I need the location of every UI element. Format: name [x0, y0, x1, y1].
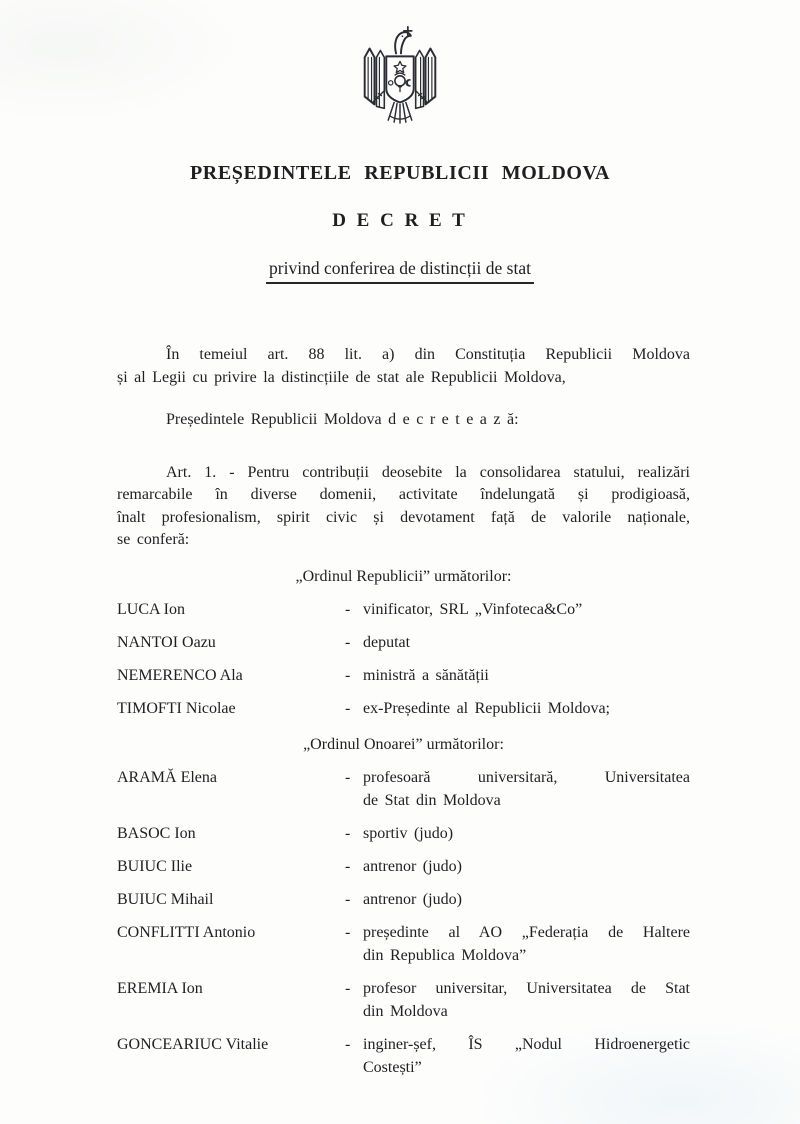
recipient-name: NANTOI Oazu [117, 633, 216, 651]
dash-separator: - [345, 699, 351, 717]
award-row [117, 921, 690, 967]
text-line: din Republica Moldova” [363, 946, 527, 964]
dash-separator: - [345, 857, 351, 875]
recipient-description [363, 921, 690, 967]
text-line: de Stat din Moldova [363, 791, 501, 809]
recipient-name: LUCA Ion [117, 600, 185, 618]
doc-subject-underlined-text: privind conferirea de distincții de stat [266, 258, 534, 284]
recipient-description [363, 977, 690, 1023]
recipient-description [363, 1033, 690, 1079]
institution-title: PREȘEDINTELE REPUBLICII MOLDOVA [189, 162, 611, 184]
text-line: Președintele Republicii Moldova d e c r e t e a z ă: [166, 411, 519, 428]
dash-separator: - [345, 768, 351, 786]
recipient-description [363, 822, 690, 845]
article-1-paragraph [117, 462, 690, 552]
document-body [0, 344, 800, 1079]
award-row [117, 977, 690, 1023]
text-line: antrenor (judo) [363, 890, 462, 908]
award-row [117, 1033, 690, 1079]
award-group-heading: „Ordinul Onoarei” următorilor: [303, 735, 504, 753]
award-row [117, 631, 690, 654]
award-row [117, 855, 690, 878]
text-line: În temeiul art. 88 lit. a) din Constituția Republicii Moldova [166, 346, 690, 363]
recipient-description [363, 855, 690, 878]
award-row [117, 598, 690, 621]
recipient-description [363, 697, 690, 720]
recipient-name: BUIUC Ilie [117, 857, 193, 875]
text-line: profesor universitar, Universitatea de Stat [363, 979, 690, 997]
text-line: ministră a sănătății [363, 666, 489, 684]
recipient-name: EREMIA Ion [117, 979, 203, 997]
text-line: președinte al AO „Federația de Haltere [363, 923, 690, 941]
dash-separator: - [345, 666, 351, 684]
text-line: sportiv (judo) [363, 824, 454, 842]
recipient-name: BASOC Ion [117, 824, 196, 842]
recipient-description [363, 598, 690, 621]
dash-separator: - [345, 979, 351, 997]
recipient-description [363, 766, 690, 812]
recipient-name: CONFLITTI Antonio [117, 923, 256, 941]
dash-separator: - [345, 633, 351, 651]
text-line: vinificator, SRL „Vinfoteca&Co” [363, 600, 583, 618]
recipient-name: NEMERENCO Ala [117, 666, 243, 684]
text-line: și al Legii cu privire la distincțiile de stat ale Republicii Moldova, [117, 368, 566, 386]
text-line: înalt profesionalism, spirit civic și devotament față de valorile naționale, [117, 508, 690, 526]
dash-separator: - [345, 824, 351, 842]
recipient-description [363, 631, 690, 654]
dash-separator: - [345, 1035, 351, 1053]
award-row [117, 822, 690, 845]
text-line: se conferă: [117, 531, 190, 548]
text-line: Art. 1. - Pentru contribuții deosebite la consolidarea statului, realizări [166, 463, 690, 481]
recipient-description [363, 664, 690, 687]
dash-separator: - [345, 890, 351, 908]
text-line: Costești” [363, 1058, 422, 1076]
text-line: deputat [363, 633, 411, 651]
doc-type-title: D E C R E T [332, 210, 468, 231]
text-line: antrenor (judo) [363, 857, 462, 875]
doc-subject-title [0, 258, 800, 284]
preamble-paragraph [117, 344, 690, 389]
recipient-description [363, 888, 690, 911]
recipient-name: BUIUC Mihail [117, 890, 214, 908]
award-row [117, 888, 690, 911]
text-line: ex-Președinte al Republicii Moldova; [363, 699, 610, 717]
awards-section [117, 565, 690, 1079]
award-row [117, 766, 690, 812]
dash-separator: - [345, 600, 351, 618]
enacting-clause-paragraph [117, 409, 690, 432]
recipient-name: ARAMĂ Elena [117, 768, 217, 786]
award-group-heading: „Ordinul Republicii” următorilor: [295, 567, 512, 585]
dash-separator: - [345, 923, 351, 941]
text-line: din Moldova [363, 1002, 448, 1020]
text-line: profesoară universitară, Universitatea [363, 768, 690, 786]
award-row [117, 697, 690, 720]
text-line: remarcabile în diverse domenii, activitate îndelungată și prodigioasă, [117, 486, 690, 503]
text-line: inginer-șef, ÎS „Nodul Hidroenergetic [363, 1035, 690, 1053]
recipient-name: GONCEARIUC Vitalie [117, 1035, 269, 1053]
award-row [117, 664, 690, 687]
recipient-name: TIMOFTI Nicolae [117, 699, 236, 717]
moldova-coat-of-arms-icon [352, 24, 448, 126]
